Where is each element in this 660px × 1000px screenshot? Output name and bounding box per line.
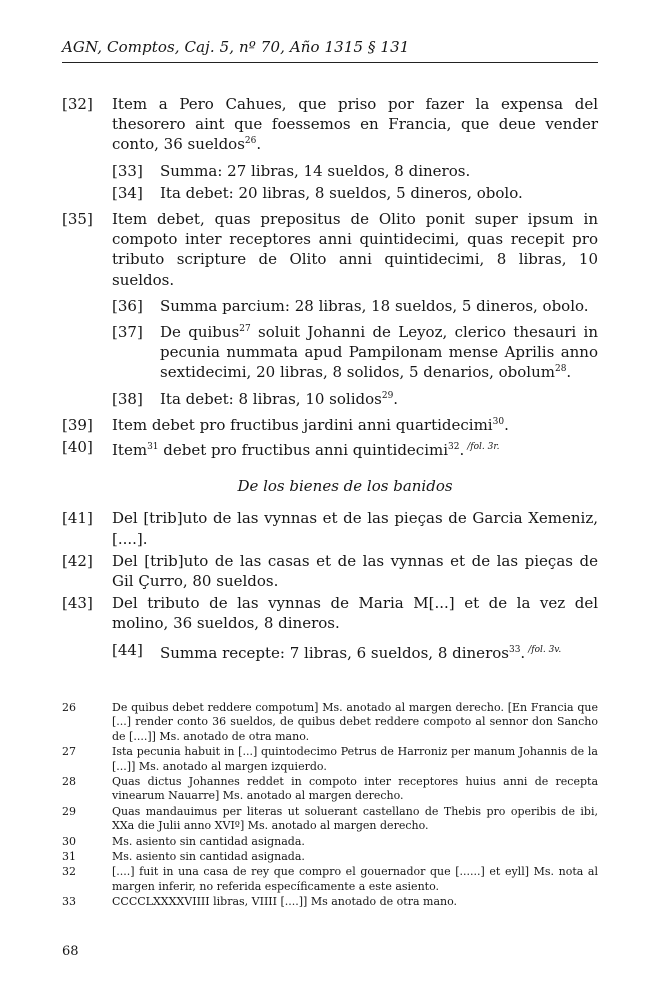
entry-number: [34] [112, 183, 143, 202]
footnote-text: Ms. asiento sin cantidad asignada. [112, 834, 305, 848]
entry-41 [62, 508, 598, 548]
footnote-text: CCCCLXXXXVIIII libras, VIIII [....]] Ms anotado de otra mano. [112, 895, 458, 909]
entry-number: [40] [62, 438, 93, 457]
entry-number: [37] [112, 323, 143, 342]
footnote [62, 865, 598, 894]
folio-marker: /fol. 3v. [528, 644, 562, 655]
footnote [62, 805, 598, 834]
footnote [62, 701, 598, 744]
entry-number: [33] [112, 161, 143, 180]
entry-43 [62, 593, 598, 633]
section-title: De los bienes de los banidos [237, 477, 453, 496]
entry-text: De quibus$^{27}$ soluit Johanni de Leyoz, clerico thesauri in pecunia nummata apud Pampilonam mense Aprilis anno sextidecimi, 20 libras, 8 solidos, 5 denarios, obolum$^{28}$. [160, 323, 598, 382]
footnote-ref: 32 [448, 442, 460, 453]
entry-text: Del [trib]uto de las vynnas et de las pieças de Garcia Xemeniz, [....]. [112, 509, 598, 548]
footnote-ref: 31 [147, 442, 159, 453]
entry-number: [42] [62, 551, 93, 570]
entry-text: Del tributo de las vynnas de Maria M[...] et de la vez del molino, 36 sueldos, 8 dineros. [112, 594, 598, 633]
entry-text: Item a Pero Cahues, que priso por fazer la expensa del thesorero aint que foessemos en Francia, que deue vender conto, 36 sueldos$^{26}$. [112, 95, 598, 154]
entry-number: [44] [112, 640, 143, 659]
footnote-text: Ista pecunia habuit in [...] quintodecimo Petrus de Harroniz per manum Johannis de la [...]] Ms. anotado al margen izquierdo. [112, 745, 598, 773]
entry-text: Summa recepte: 7 libras, 6 sueldos, 8 dineros$^{33}$. $^{/fol. 3v.}$ [160, 643, 562, 662]
footnote-ref: 28 [554, 364, 567, 375]
entry-32 [62, 94, 598, 155]
entry-33 [112, 161, 598, 181]
entry-40 [62, 437, 598, 460]
footnote [62, 895, 598, 909]
entry-39 [62, 415, 598, 435]
entry-number: [43] [62, 594, 93, 613]
entry-text: Summa: 27 libras, 14 sueldos, 8 dineros. [160, 161, 471, 180]
running-head: AGN, Comptos, Caj. 5, nº 70, Año 1315 § 131 [62, 38, 410, 56]
footnote [62, 745, 598, 774]
footnote-number: 27 [62, 745, 76, 759]
footnote-ref: 26 [244, 136, 257, 147]
footnote [62, 850, 598, 864]
footnote-ref: 29 [381, 390, 394, 401]
footnote-number: 26 [62, 701, 76, 714]
entry-text: Item$^{31}$ debet pro fructibus anni quintidecimi$^{32}$. $^{/fol. 3r.}$ [112, 441, 500, 460]
entry-number: [32] [62, 95, 93, 113]
footnote-number: 29 [62, 804, 76, 818]
header-rule [62, 62, 598, 63]
document-body [62, 94, 598, 669]
footnote-text: Quas dictus Johannes reddet in compoto inter receptores huius anni de recepta vinearum Nauarre] Ms. anotado al margen derecho. [112, 775, 598, 803]
entry-number: [36] [112, 296, 143, 315]
entry-34 [112, 183, 598, 203]
entry-number: [39] [62, 415, 93, 434]
footnote-number: 28 [62, 775, 76, 789]
footnote-number: 33 [62, 895, 76, 909]
footnotes [62, 701, 598, 911]
footnote-ref: 27 [239, 324, 251, 335]
footnote-text: Ms. asiento sin cantidad asignada. [112, 850, 305, 864]
entry-number: [35] [62, 210, 93, 229]
entry-number: [38] [112, 389, 143, 408]
footnote-text: Quas mandauimus per literas ut soluerant castellano de Thebis pro operibis de ibi, XXa die Julii anno XVIº] Ms. anotado al margen derecho. [112, 804, 598, 833]
entry-text: Del [trib]uto de las casas et de las vynnas et de las pieças de Gil Çurro, 80 sueldos. [112, 551, 598, 591]
entry-36 [112, 296, 598, 316]
footnote-number: 31 [62, 850, 76, 864]
page-number: 68 [62, 944, 79, 959]
entry-35 [62, 209, 598, 290]
entry-44 [112, 640, 598, 663]
entry-number: [41] [62, 509, 93, 528]
entry-text: Item debet, quas prepositus de Olito ponit super ipsum in compoto inter receptores anni quintidecimi, quas recepit pro tributo scripture de Olito anni quintidecimi, 8 libras, 10 sueldos. [112, 210, 598, 289]
entry-38 [112, 389, 598, 409]
footnote-ref: 30 [492, 416, 505, 427]
entry-37 [112, 322, 598, 383]
footnote-number: 30 [62, 834, 76, 848]
footnote-text: De quibus debet reddere compotum] Ms. anotado al margen derecho. [En Francia que [...] render conto 36 sueldos, de quibus debet reddere compoto al sennor don Sancho de [....]] Ms. anotado de otra mano. [112, 701, 598, 743]
footnote-text: [....] fuit in una casa de rey que compro el gouernador que [......] et eyll] Ms. nota al margen inferir, no referida específicamente a este asiento. [112, 865, 598, 893]
footnote-ref: 33 [508, 644, 521, 655]
entry-text: Ita debet: 8 libras, 10 solidos$^{29}$. [160, 389, 399, 408]
footnote [62, 775, 598, 804]
footnote-number: 32 [62, 865, 76, 879]
folio-marker: /fol. 3r. [467, 442, 500, 453]
entry-42 [62, 551, 598, 591]
entry-text: Summa parcium: 28 libras, 18 sueldos, 5 dineros, obolo. [160, 296, 589, 315]
footnote [62, 835, 598, 849]
entry-text: Ita debet: 20 libras, 8 sueldos, 5 dineros, obolo. [160, 183, 523, 202]
entry-text: Item debet pro fructibus jardini anni quartidecimi$^{30}$. [112, 415, 509, 434]
